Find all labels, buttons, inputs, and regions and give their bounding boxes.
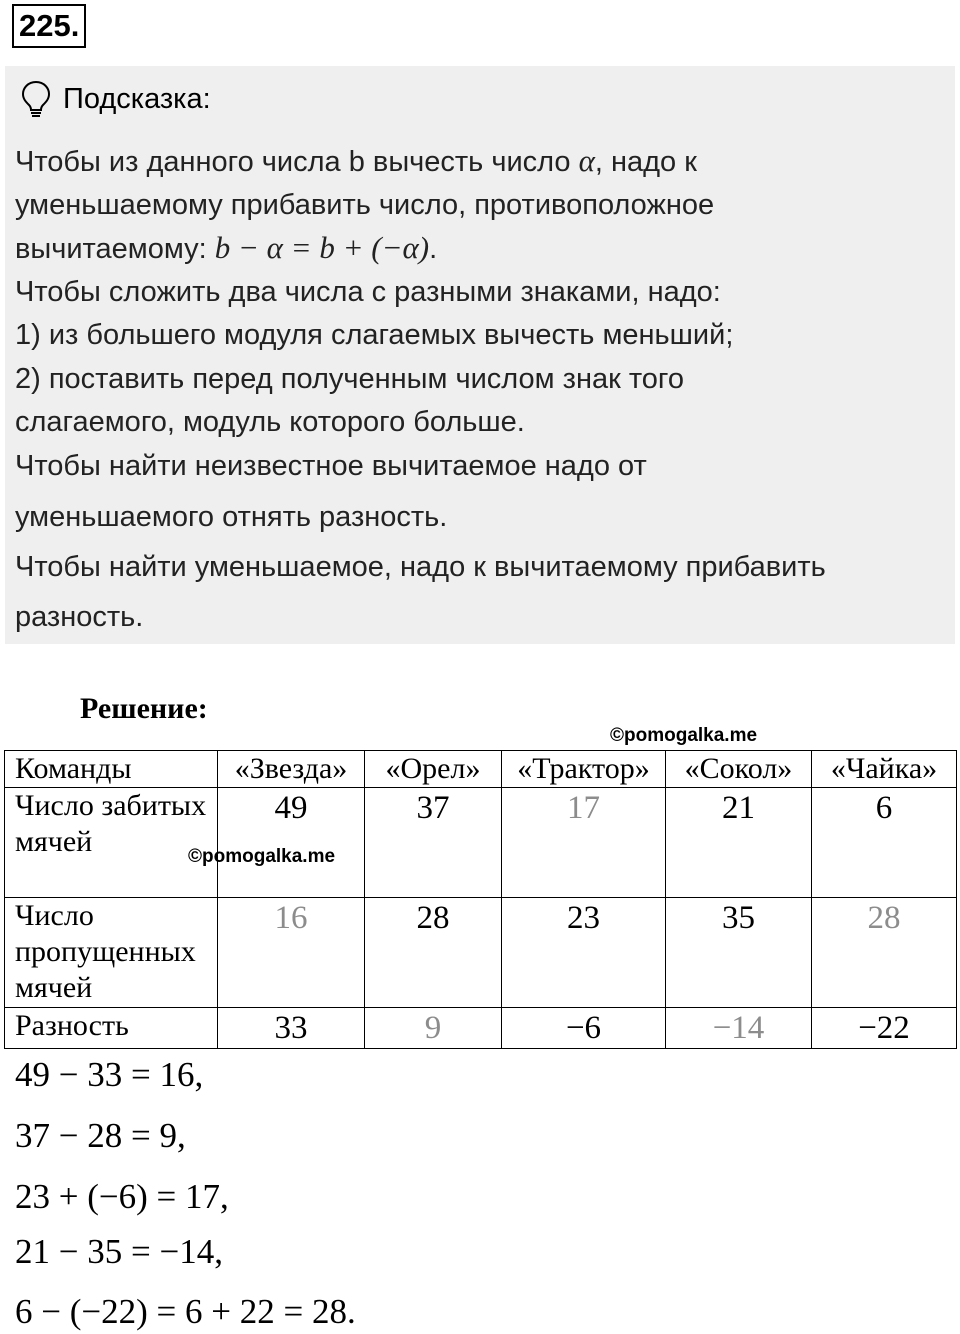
equation: 37 − 28 = 9, [15, 1116, 186, 1155]
hint-line-3-text: вычитаемому: [15, 233, 215, 265]
hint-line-1-text: Чтобы из данного числа b вычесть число [15, 146, 579, 178]
table-cell: −22 [812, 1008, 957, 1049]
hint-line-8: Чтобы найти неизвестное вычитаемое надо от [15, 450, 647, 482]
header-cell: «Чайка» [812, 751, 957, 788]
hint-line-1 [15, 144, 945, 179]
watermark-overlay: ©pomogalka.me [188, 846, 336, 867]
header-cell: «Орел» [365, 751, 502, 788]
table-cell: 23 [502, 898, 666, 1008]
hint-box [5, 66, 955, 644]
equation: 23 + (−6) = 17, [15, 1177, 229, 1216]
table-cell: 37 [365, 788, 502, 898]
table-cell: 21 [666, 788, 812, 898]
header-cell: «Сокол» [666, 751, 812, 788]
table-cell: −14 [666, 1008, 812, 1049]
header-cell: «Звезда» [218, 751, 365, 788]
table-cell: 16 [218, 898, 365, 1008]
table-cell: 33 [218, 1008, 365, 1049]
hint-line-9: уменьшаемого отнять разность. [15, 501, 448, 533]
hint-line-5: 1) из большего модуля слагаемых вычесть меньший; [15, 319, 734, 351]
results-table [4, 750, 957, 1049]
header-cell: «Трактор» [502, 751, 666, 788]
hint-line-11: разность. [15, 601, 144, 633]
table-cell: −6 [502, 1008, 666, 1049]
row-label: Число пропущенных мячей [5, 898, 218, 1008]
watermark: ©pomogalka.me [610, 725, 758, 746]
table-cell: 49 [218, 788, 365, 898]
row-label: Число забитых мячей [5, 788, 218, 898]
header-cell: Команды [5, 751, 218, 788]
equation: 6 − (−22) = 6 + 22 = 28. [15, 1292, 356, 1331]
hint-formula: b − α = b + (−α) [214, 230, 430, 265]
hint-line-3 [15, 231, 945, 266]
hint-header [21, 80, 211, 118]
equation: 49 − 33 = 16, [15, 1055, 204, 1094]
task-number: 225. [12, 4, 86, 48]
table-cell: 35 [666, 898, 812, 1008]
hint-line-3-end: . [429, 233, 438, 265]
solution-title: Решение: [80, 692, 208, 725]
table-cell: 28 [812, 898, 957, 1008]
table-row [5, 788, 957, 898]
table-row [5, 1008, 957, 1049]
hint-formula-alpha: α [578, 143, 595, 178]
table-header-row [5, 751, 957, 788]
hint-line-2: уменьшаемому прибавить число, противоположное [15, 189, 715, 221]
hint-line-6: 2) поставить перед полученным числом знак того [15, 363, 684, 395]
hint-line-10: Чтобы найти уменьшаемое, надо к вычитаемому прибавить [15, 551, 826, 583]
table-cell: 9 [365, 1008, 502, 1049]
hint-title: Подсказка: [63, 82, 211, 115]
table-row [5, 898, 957, 1008]
table-cell: 6 [812, 788, 957, 898]
row-label: Разность [5, 1008, 218, 1049]
hint-line-4: Чтобы сложить два числа с разными знаками, надо: [15, 276, 721, 308]
lightbulb-icon [21, 80, 51, 118]
hint-line-7: слагаемого, модуль которого больше. [15, 406, 525, 438]
equation: 21 − 35 = −14, [15, 1232, 223, 1271]
table-cell: 17 [502, 788, 666, 898]
hint-line-1-end: , надо к [594, 146, 697, 178]
table-cell: 28 [365, 898, 502, 1008]
